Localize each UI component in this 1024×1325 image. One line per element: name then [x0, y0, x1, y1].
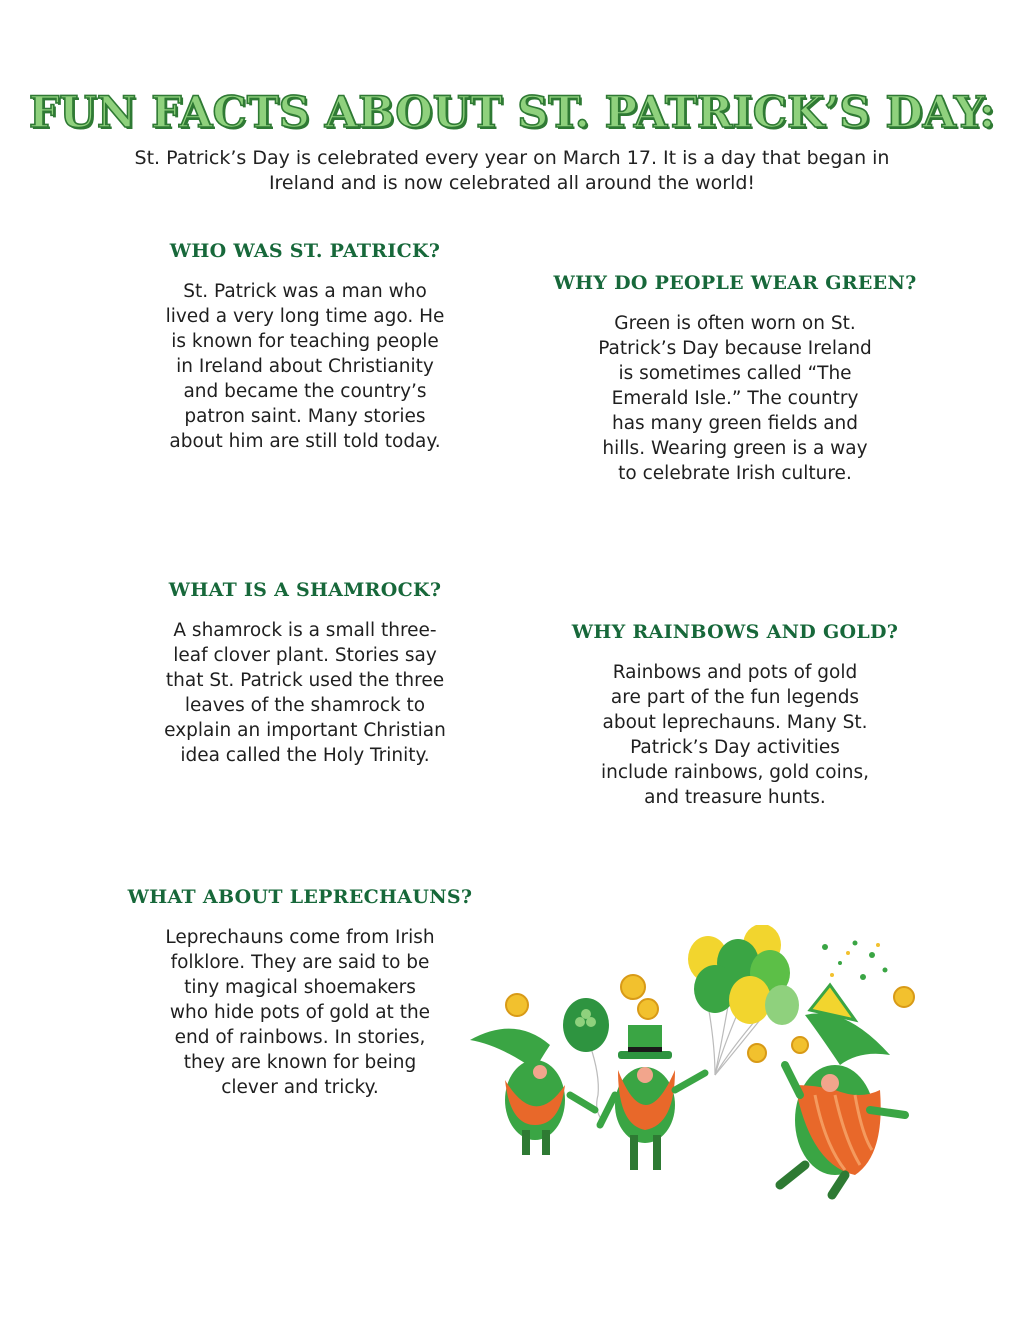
section-heading: WHY RAINBOWS AND GOLD?: [571, 621, 899, 643]
section-heading: WHY DO PEOPLE WEAR GREEN?: [553, 272, 917, 294]
section-body: A shamrock is a small three-leaf clover plant. Stories say that St. Patrick used the three leaves of the shamrock to explain an important Christian idea called the Holy Trinity.: [164, 620, 446, 766]
section-what-is-shamrock: [150, 579, 460, 768]
section-leprechauns: [110, 886, 490, 1100]
section-why-wear-green: [535, 272, 935, 486]
section-heading: WHO WAS ST. PATRICK?: [169, 240, 441, 262]
intro-paragraph: St. Patrick’s Day is celebrated every year on March 17. It is a day that began in Ireland and is now celebrated all around the world!: [134, 147, 890, 194]
section-who-was-st-patrick: [150, 240, 460, 454]
section-body: Rainbows and pots of gold are part of the fun legends about leprechauns. Many St. Patrick’s Day activities include rainbows, gold coins, and treasure hunts.: [600, 662, 869, 808]
section-heading: WHAT ABOUT LEPRECHAUNS?: [127, 886, 473, 908]
section-body: Green is often worn on St. Patrick’s Day because Ireland is sometimes called “The Emerald Isle.” The country has many green fields and hills. Wearing green is a way to celebrate Irish culture.: [598, 313, 872, 484]
section-rainbows-and-gold: [535, 621, 935, 810]
section-body: Leprechauns come from Irish folklore. They are said to be tiny magical shoemakers who hide pots of gold at the end of rainbows. In stories, they are known for being clever and tricky.: [165, 927, 435, 1098]
leprechaun-illustration-svg: [460, 925, 930, 1205]
leprechaun-gnomes-illustration: [460, 925, 930, 1205]
section-heading: WHAT IS A SHAMROCK?: [168, 579, 442, 601]
section-body: St. Patrick was a man who lived a very long time ago. He is known for teaching people in Ireland about Christianity and became the country’s patron saint. Many stories about him are still told today.: [165, 281, 445, 452]
page-title: FUN FACTS ABOUT ST. PATRICK’S DAY:: [28, 88, 996, 138]
